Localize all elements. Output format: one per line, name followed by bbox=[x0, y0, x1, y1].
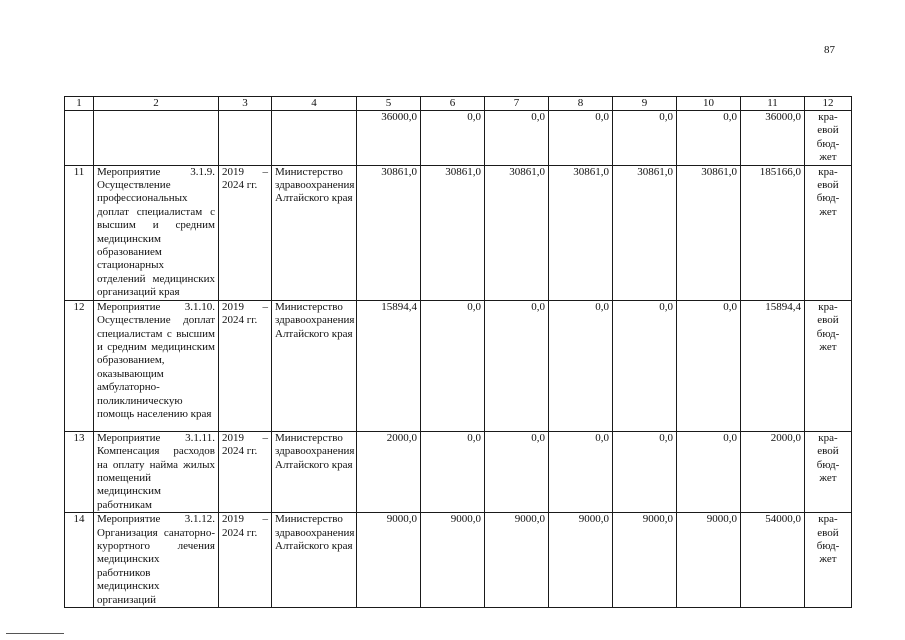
executor-cell: Министерство здравоохранения Алтайского края bbox=[272, 513, 357, 608]
amount-cell-col-7: 0,0 bbox=[485, 111, 549, 166]
amount-cell-col-10: 30861,0 bbox=[677, 165, 741, 300]
amount-cell-col-9: 0,0 bbox=[613, 431, 677, 512]
amount-cell-col-10: 0,0 bbox=[677, 111, 741, 166]
executor-cell: Министерство здравоохранения Алтайского края bbox=[272, 431, 357, 512]
amount-cell-col-6: 0,0 bbox=[421, 431, 485, 512]
amount-cell-col-8: 0,0 bbox=[549, 111, 613, 166]
amount-cell-col-5: 9000,0 bbox=[357, 513, 421, 608]
column-number-5: 5 bbox=[357, 97, 421, 111]
activity-name-cell: Мероприятие 3.1.10. Осуществление доплат специалистам с высшим и средним медицинским образованием, оказывающим амбулаторно-поликлиническую помощь населению края bbox=[94, 300, 219, 431]
column-number-4: 4 bbox=[272, 97, 357, 111]
table-row bbox=[65, 513, 852, 608]
activity-name-cell: Мероприятие 3.1.11. Компенсация расходов на оплату найма жилых помещений медицинским работникам bbox=[94, 431, 219, 512]
column-number-7: 7 bbox=[485, 97, 549, 111]
amount-cell-col-9: 30861,0 bbox=[613, 165, 677, 300]
activity-name-cell: Мероприятие 3.1.9. Осуществление профессиональных доплат специалистам с высшим и средним медицинским образованием стационарных отделений медицинских организаций края bbox=[94, 165, 219, 300]
amount-cell-col-5: 36000,0 bbox=[357, 111, 421, 166]
amount-cell-col-9: 9000,0 bbox=[613, 513, 677, 608]
column-number-10: 10 bbox=[677, 97, 741, 111]
column-number-6: 6 bbox=[421, 97, 485, 111]
amount-cell-col-10: 0,0 bbox=[677, 300, 741, 431]
funding-source-cell: кра- евой бюд- жет bbox=[805, 513, 852, 608]
amount-cell-col-11: 185166,0 bbox=[741, 165, 805, 300]
column-number-8: 8 bbox=[549, 97, 613, 111]
funding-source-cell: кра- евой бюд- жет bbox=[805, 165, 852, 300]
page-number: 87 bbox=[824, 44, 835, 56]
amount-cell-col-8: 30861,0 bbox=[549, 165, 613, 300]
amount-cell-col-6: 30861,0 bbox=[421, 165, 485, 300]
amount-cell-col-5: 15894,4 bbox=[357, 300, 421, 431]
amount-cell-col-10: 9000,0 bbox=[677, 513, 741, 608]
table-row bbox=[65, 431, 852, 512]
amount-cell-col-7: 9000,0 bbox=[485, 513, 549, 608]
amount-cell-col-8: 0,0 bbox=[549, 431, 613, 512]
column-number-row bbox=[65, 97, 852, 111]
amount-cell-col-11: 15894,4 bbox=[741, 300, 805, 431]
row-number-cell: 14 bbox=[65, 513, 94, 608]
amount-cell-col-11: 36000,0 bbox=[741, 111, 805, 166]
row-number-cell bbox=[65, 111, 94, 166]
amount-cell-col-6: 0,0 bbox=[421, 300, 485, 431]
executor-cell bbox=[272, 111, 357, 166]
column-number-11: 11 bbox=[741, 97, 805, 111]
amount-cell-col-7: 0,0 bbox=[485, 300, 549, 431]
scan-margin-mark bbox=[6, 633, 64, 634]
amount-cell-col-9: 0,0 bbox=[613, 300, 677, 431]
period-cell: 2019 – 2024 гг. bbox=[219, 300, 272, 431]
activity-name-cell: Мероприятие 3.1.12. Организация санаторно-курортного лечения медицинских работников медицинских организаций bbox=[94, 513, 219, 608]
budget-table bbox=[64, 96, 852, 608]
table-row bbox=[65, 300, 852, 431]
column-number-9: 9 bbox=[613, 97, 677, 111]
period-cell: 2019 – 2024 гг. bbox=[219, 513, 272, 608]
column-number-2: 2 bbox=[94, 97, 219, 111]
amount-cell-col-8: 9000,0 bbox=[549, 513, 613, 608]
amount-cell-col-7: 0,0 bbox=[485, 431, 549, 512]
amount-cell-col-9: 0,0 bbox=[613, 111, 677, 166]
amount-cell-col-10: 0,0 bbox=[677, 431, 741, 512]
period-cell bbox=[219, 111, 272, 166]
amount-cell-col-7: 30861,0 bbox=[485, 165, 549, 300]
column-number-1: 1 bbox=[65, 97, 94, 111]
activity-name-cell bbox=[94, 111, 219, 166]
row-number-cell: 12 bbox=[65, 300, 94, 431]
table-row bbox=[65, 165, 852, 300]
amount-cell-col-11: 2000,0 bbox=[741, 431, 805, 512]
amount-cell-col-5: 2000,0 bbox=[357, 431, 421, 512]
period-cell: 2019 – 2024 гг. bbox=[219, 165, 272, 300]
row-number-cell: 11 bbox=[65, 165, 94, 300]
funding-source-cell: кра- евой бюд- жет bbox=[805, 431, 852, 512]
amount-cell-col-6: 0,0 bbox=[421, 111, 485, 166]
amount-cell-col-11: 54000,0 bbox=[741, 513, 805, 608]
amount-cell-col-6: 9000,0 bbox=[421, 513, 485, 608]
period-cell: 2019 – 2024 гг. bbox=[219, 431, 272, 512]
amount-cell-col-8: 0,0 bbox=[549, 300, 613, 431]
table-row bbox=[65, 111, 852, 166]
executor-cell: Министерство здравоохранения Алтайского края bbox=[272, 300, 357, 431]
amount-cell-col-5: 30861,0 bbox=[357, 165, 421, 300]
funding-source-cell: кра- евой бюд- жет bbox=[805, 111, 852, 166]
row-number-cell: 13 bbox=[65, 431, 94, 512]
column-number-12: 12 bbox=[805, 97, 852, 111]
funding-source-cell: кра- евой бюд- жет bbox=[805, 300, 852, 431]
executor-cell: Министерство здравоохранения Алтайского края bbox=[272, 165, 357, 300]
column-number-3: 3 bbox=[219, 97, 272, 111]
